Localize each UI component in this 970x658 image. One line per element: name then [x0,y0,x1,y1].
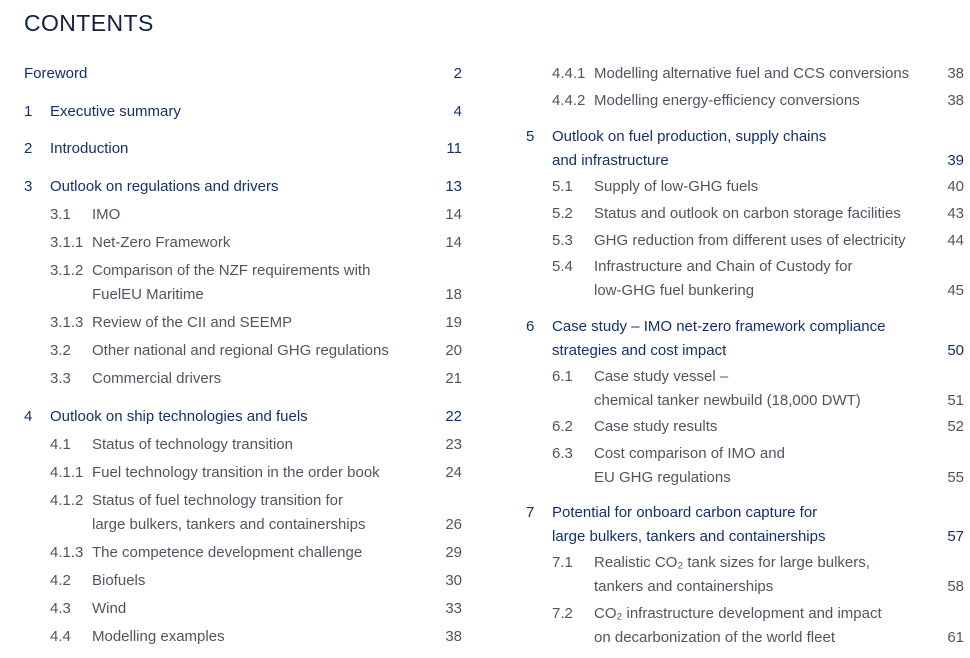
toc-chapter-entry[interactable] [24,405,462,429]
toc-entry-title [92,569,145,593]
toc-page-number: 61 [947,629,964,646]
toc-entry-number: 4.4 [50,628,71,645]
toc-entry-number: 6.3 [552,445,573,462]
toc-page-number: 57 [947,528,964,545]
toc-page-number: 14 [445,206,462,223]
toc-entry-title-line: Infrastructure and Chain of Custody for [594,258,853,275]
toc-chapter-entry[interactable] [24,175,462,199]
toc-entry-number: 3 [24,178,33,195]
toc-entry-title-line: Cost comparison of IMO and [594,445,785,462]
toc-entry-title [50,100,181,124]
toc-page-number: 18 [445,286,462,303]
toc-entry-title [92,339,389,363]
toc-entry-number: 4.4.2 [552,92,586,109]
toc-entry-number: 4.3 [50,600,71,617]
toc-entry-title [92,625,225,649]
toc-entry-title-line: on decarbonization of the world fleet [594,629,835,646]
toc-entry-number: 5.2 [552,205,573,222]
toc-page-number: 19 [445,314,462,331]
toc-page-number: 40 [947,178,964,195]
toc-entry-title-line: large bulkers, tankers and containerships [552,528,826,545]
toc-entry-title-line: FuelEU Maritime [92,286,204,303]
toc-entry-title [594,551,870,599]
toc-page-number: 20 [445,342,462,359]
toc-entry-title-line: Case study – IMO net-zero framework compliance [552,318,886,335]
toc-section-entry[interactable] [24,203,462,227]
toc-page-number: 50 [947,342,964,359]
toc-section-entry[interactable] [24,259,462,307]
toc-section-entry[interactable] [526,442,964,490]
toc-page-number: 29 [445,544,462,561]
toc-entry-title-line: Review of the CII and SEEMP [92,314,293,331]
toc-entry-title-line: Wind [92,600,127,617]
toc-entry-title [594,602,882,650]
toc-section-entry[interactable] [24,489,462,537]
toc-entry-title [24,62,87,86]
toc-entry-title [92,541,362,565]
toc-entry-title-line: Commercial drivers [92,370,222,387]
toc-entry-title-line: Outlook on regulations and drivers [50,178,279,195]
toc-chapter-entry[interactable] [24,100,462,124]
toc-entry-title-line: Modelling energy-efficiency conversions [594,92,860,109]
toc-entry-title-line: large bulkers, tankers and containerships [92,516,366,533]
toc-section-entry[interactable] [526,202,964,226]
toc-page-number: 30 [445,572,462,589]
toc-entry-title [594,442,785,490]
toc-entry-number: 5.3 [552,232,573,249]
toc-entry-title-line: Outlook on fuel production, supply chains [552,128,827,145]
toc-entry-title [92,367,221,391]
toc-page-number: 26 [445,516,462,533]
toc-entry-title-line: Status of technology transition [92,436,293,453]
toc-section-entry[interactable] [24,433,462,457]
toc-page-number: 2 [453,65,462,82]
toc-entry-title-line: Status and outlook on carbon storage facilities [594,205,901,222]
toc-entry-title [92,433,293,457]
toc-entry-number: 2 [24,140,33,157]
toc-entry-title [50,405,308,429]
toc-entry-number: 6.2 [552,418,573,435]
toc-page-number: 24 [445,464,462,481]
toc-entry-title-line: Case study results [594,418,718,435]
toc-entry-title-line: GHG reduction from different uses of electricity [594,232,906,249]
toc-entry-title [594,175,758,199]
toc-entry-number: 4.1.2 [50,492,84,509]
toc-chapter-entry[interactable] [526,125,964,173]
toc-page-number: 58 [947,578,964,595]
toc-section-entry[interactable] [24,311,462,335]
toc-section-entry[interactable] [526,229,964,253]
toc-entry-title-line: Case study vessel – [594,368,729,385]
toc-entry-title-line: IMO [92,206,121,223]
toc-page-number: 45 [947,282,964,299]
toc-entry-title-line: Biofuels [92,572,146,589]
toc-section-entry[interactable] [24,569,462,593]
toc-section-entry[interactable] [526,551,964,599]
toc-page-number: 11 [446,140,462,157]
toc-page-number: 39 [947,152,964,169]
toc-page-number: 44 [947,232,964,249]
toc-section-entry[interactable] [24,625,462,649]
toc-entry-title [552,125,826,173]
toc-entry-title [92,311,292,335]
toc-section-entry[interactable] [24,541,462,565]
toc-section-entry[interactable] [526,62,964,86]
toc-entry-title-line: Net-Zero Framework [92,234,231,251]
toc-entry-number: 4.4.1 [552,65,586,82]
toc-page-number: 43 [947,205,964,222]
toc-entry-number: 3.1.2 [50,262,84,279]
toc-entry-number: 4 [24,408,33,425]
toc-page-number: 22 [445,408,462,425]
toc-entry-title [594,202,901,226]
toc-page-number: 38 [947,65,964,82]
toc-section-entry[interactable] [526,89,964,113]
toc-section-entry[interactable] [24,339,462,363]
toc-entry-title [92,259,370,307]
toc-entry-number: 6.1 [552,368,573,385]
toc-page-number: 51 [947,392,964,409]
toc-section-entry[interactable] [526,175,964,199]
toc-page-number: 14 [445,234,462,251]
toc-entry-title-line: chemical tanker newbuild (18,000 DWT) [594,392,861,409]
toc-entry-number: 3.1 [50,206,71,223]
toc-section-entry[interactable] [526,365,964,413]
toc-entry-title-line: Realistic CO₂ tank sizes for large bulkers, [594,554,870,571]
toc-entry-number: 7.2 [552,605,573,622]
toc-entry-title [50,175,278,199]
toc-entry-number: 5 [526,128,535,145]
toc-chapter-entry[interactable] [526,315,964,363]
toc-entry-number: 4.1.3 [50,544,84,561]
toc-section-entry[interactable] [24,367,462,391]
page-title: CONTENTS [24,10,154,36]
toc-entry-title-line: Fuel technology transition in the order book [92,464,380,481]
toc-entry-number: 3.1.3 [50,314,84,331]
toc-page-number: 4 [453,103,462,120]
toc-section-entry[interactable] [24,597,462,621]
toc-page-number: 52 [947,418,964,435]
toc-entry-title-line: Potential for onboard carbon capture for [552,504,818,521]
toc-entry-title-line: EU GHG regulations [594,469,731,486]
toc-entry-title [552,315,885,363]
toc-entry-title-line: Modelling alternative fuel and CCS conversions [594,65,910,82]
toc-page-number: 21 [445,370,462,387]
toc-entry-number: 5.4 [552,258,573,275]
toc-entry-title-line: CO₂ infrastructure development and impact [594,605,882,622]
toc-entry-title [594,415,717,439]
toc-entry-title [594,229,906,253]
toc-entry-title [92,597,126,621]
toc-entry-number: 3.2 [50,342,71,359]
toc-entry-title [50,137,128,161]
toc-page-number: 38 [445,628,462,645]
toc-chapter-entry[interactable] [526,501,964,549]
toc-entry-title-line: Other national and regional GHG regulations [92,342,389,359]
toc-entry-number: 4.2 [50,572,71,589]
toc-section-entry[interactable] [24,231,462,255]
toc-entry-title-line: Executive summary [50,103,181,120]
toc-entry-title-line: tankers and containerships [594,578,774,595]
toc-page-number: 33 [445,600,462,617]
toc-section-entry[interactable] [526,415,964,439]
toc-entry-number: 6 [526,318,535,335]
toc-entry-title [594,365,861,413]
toc-chapter-entry[interactable] [24,137,462,161]
toc-entry-number: 7.1 [552,554,573,571]
toc-entry-number: 1 [24,103,33,120]
toc-page-number: 13 [445,178,462,195]
toc-entry-title-line: and infrastructure [552,152,669,169]
toc-entry-title-line: low-GHG fuel bunkering [594,282,755,299]
toc-entry-title [92,231,230,255]
toc-entry-title-line: Outlook on ship technologies and fuels [50,408,308,425]
toc-page-number: 55 [947,469,964,486]
toc-entry-number: 4.1 [50,436,71,453]
toc-page-number: 23 [445,436,462,453]
toc-entry-number: 7 [526,504,535,521]
toc-entry-title-line: Supply of low-GHG fuels [594,178,759,195]
toc-entry-title-line: Comparison of the NZF requirements with [92,262,371,279]
toc-entry-number: 5.1 [552,178,573,195]
toc-entry-title-line: Introduction [50,140,129,157]
toc-entry-number: 4.1.1 [50,464,84,481]
toc-entry-title-line: The competence development challenge [92,544,363,561]
toc-section-entry[interactable] [526,255,964,303]
toc-entry-title [594,255,852,303]
toc-section-entry[interactable] [24,461,462,485]
toc-chapter-entry[interactable] [24,62,462,86]
toc-section-entry[interactable] [526,602,964,650]
toc-entry-title [92,489,366,537]
toc-entry-title [552,501,826,549]
toc-entry-number: 3.3 [50,370,71,387]
toc-entry-title-line: Foreword [24,65,88,82]
toc-entry-title [92,461,380,485]
toc-entry-title-line: Status of fuel technology transition for [92,492,343,509]
toc-page-number: 38 [947,92,964,109]
toc-entry-title [594,62,909,86]
toc-entry-title-line: Modelling examples [92,628,225,645]
toc-entry-title-line: strategies and cost impact [552,342,727,359]
toc-entry-number: 3.1.1 [50,234,84,251]
toc-entry-title [92,203,120,227]
toc-entry-title [594,89,860,113]
